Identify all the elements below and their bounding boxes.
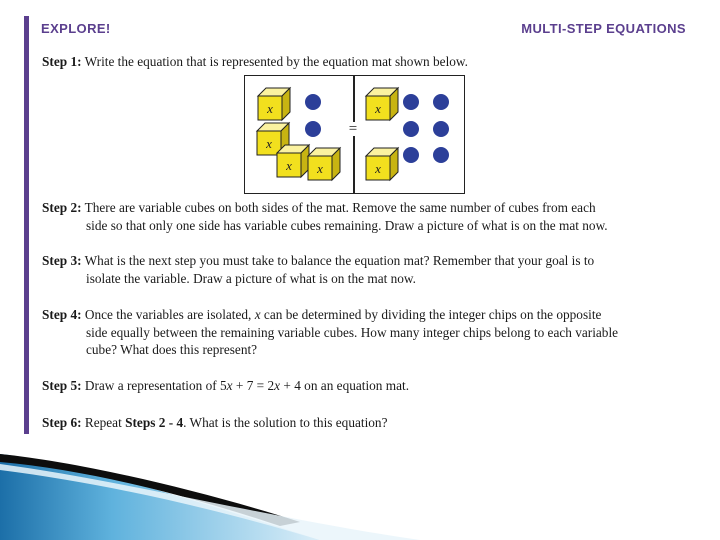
left-variable-cube xyxy=(256,86,292,122)
decorative-swoosh xyxy=(0,440,720,540)
step-4 xyxy=(42,306,682,359)
step-3 xyxy=(42,252,682,287)
step-4-line-1b: can be determined by dividing the integer chips on the opposite xyxy=(260,307,602,322)
step-6-label: Step 6: xyxy=(42,415,82,430)
step-5 xyxy=(42,377,682,395)
right-integer-chip xyxy=(433,147,449,163)
section-title: EXPLORE! xyxy=(41,21,111,36)
right-integer-chip xyxy=(403,147,419,163)
step-3-line-1: What is the next step you must take to balance the equation mat? Remember that your goal is to xyxy=(84,253,595,268)
mat-equals-sign: = xyxy=(346,122,360,136)
step-1-label: Step 1: xyxy=(42,54,82,69)
step-5-var-1: x xyxy=(226,378,233,393)
step-3-label: Step 3: xyxy=(42,253,82,268)
right-integer-chip xyxy=(403,121,419,137)
step-6-text-bold: Steps 2 - 4 xyxy=(125,415,184,430)
step-4-line-1a: Once the variables are isolated, xyxy=(84,307,255,322)
left-variable-cube xyxy=(306,146,342,182)
right-integer-chip xyxy=(433,121,449,137)
svg-text:x: x xyxy=(375,161,381,176)
svg-text:x: x xyxy=(317,161,323,176)
step-2-line-2: side so that only one side has variable cubes remaining. Draw a picture of what is on the mat now. xyxy=(86,217,608,233)
step-6 xyxy=(42,414,682,432)
right-integer-chip xyxy=(433,94,449,110)
step-5-text-a: Draw a representation of 5 xyxy=(84,378,227,393)
step-5-var-2: x xyxy=(274,378,281,393)
step-5-text-c: + 4 on an equation mat. xyxy=(280,378,410,393)
step-4-label: Step 4: xyxy=(42,307,82,322)
step-3-line-2: isolate the variable. Draw a picture of what is on the mat now. xyxy=(86,270,416,286)
step-6-text-b: . What is the solution to this equation? xyxy=(183,415,388,430)
right-variable-cube xyxy=(364,86,400,122)
step-2-label: Step 2: xyxy=(42,200,82,215)
step-2-line-1: There are variable cubes on both sides of the mat. Remove the same number of cubes from each xyxy=(84,200,596,215)
svg-text:x: x xyxy=(286,158,292,173)
chapter-title: MULTI-STEP EQUATIONS xyxy=(521,21,686,36)
step-1-text: Write the equation that is represented by the equation mat shown below. xyxy=(84,54,468,69)
right-integer-chip xyxy=(403,94,419,110)
step-6-text-a: Repeat xyxy=(84,415,126,430)
step-5-label: Step 5: xyxy=(42,378,82,393)
step-4-variable: x xyxy=(254,307,261,322)
svg-text:x: x xyxy=(267,101,273,116)
accent-bar xyxy=(24,16,29,434)
right-variable-cube xyxy=(364,146,400,182)
left-integer-chip xyxy=(305,94,321,110)
svg-text:x: x xyxy=(266,136,272,151)
step-5-text-b: + 7 = 2 xyxy=(232,378,275,393)
left-integer-chip xyxy=(305,121,321,137)
step-4-line-3: cube? What does this represent? xyxy=(86,342,258,357)
step-2 xyxy=(42,199,682,234)
step-4-line-2: side equally between the remaining variable cubes. How many integer chips belong to each variable xyxy=(86,324,619,340)
step-1 xyxy=(42,53,682,71)
svg-text:x: x xyxy=(375,101,381,116)
